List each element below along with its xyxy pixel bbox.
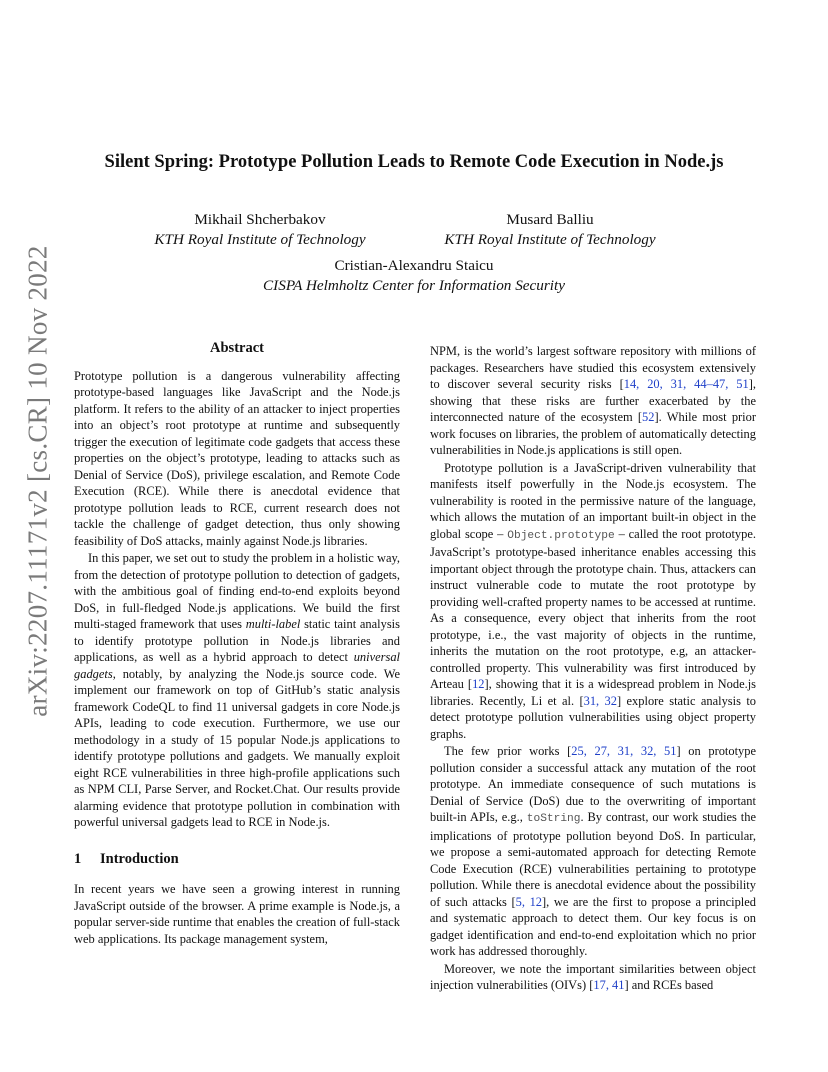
section-heading: 1 Introduction <box>74 850 179 867</box>
author-2 <box>430 210 670 250</box>
author-affiliation: KTH Royal Institute of Technology <box>444 231 656 248</box>
abstract-paragraph: In this paper, we set out to study the problem in a holistic way, from the detection of prototype pollution to detection of gadgets, with the ambitious goal of finding end-to-end exploits beyond DoS, in full-fledged Node.js applications. We build the first multi-staged framework that uses multi-label static taint analysis to identify prototype pollution in Node.js libraries and applications, as well as a hybrid approach to detect universal gadgets, notably, by analyzing the Node.js source code. We implement our framework on top of GitHub’s static analysis framework CodeQL to find 11 universal gadgets in core Node.js APIs, leading to code execution. Furthermore, we use our methodology in a study of 15 popular Node.js applications to identify prototype pollutions and gadgets. We manually exploit eight RCE vulnerabilities in three high-profile applications such as NPM CLI, Parse Server, and Rocket.Chat. Our results provide alarming evidence that prototype pollution in combination with powerful universal gadgets lead to RCE in Node.js. <box>74 551 400 829</box>
arxiv-stamp-text: arXiv:2207.11171v2 [cs.CR] 10 Nov 2022 <box>22 245 53 717</box>
author-1 <box>150 210 370 250</box>
citation-link[interactable]: 52 <box>642 410 655 424</box>
inline-code: toString <box>526 813 581 825</box>
abstract-heading: Abstract <box>210 340 264 356</box>
author-name: Musard Balliu <box>506 211 594 228</box>
citation-link[interactable]: 12 <box>472 677 485 691</box>
citation-link[interactable]: 31, 32 <box>583 693 617 708</box>
arxiv-stamp <box>20 245 56 717</box>
author-3 <box>214 256 614 296</box>
abstract-paragraph: Prototype pollution is a dangerous vulnerability affecting prototype-based languages like JavaScript and the Node.js platform. It refers to the ability of an attacker to inject properties into an object’s root prototype at runtime and subsequently trigger the execution of legitimate code gadgets that access these properties on the object’s prototype, leading to attacks such as Denial of Service (DoS), privilege escalation, and Remote Code Execution (RCE). While there is anecdotal evidence that prototype pollution leads to RCE, current research does not tackle the challenge of gadget detection, thus only showing feasibility of DoS attacks, mainly against Node.js libraries. <box>74 368 400 548</box>
author-name: Cristian-Alexandru Staicu <box>334 257 494 274</box>
citation-link[interactable]: 25, 27, 31, 32, 51 <box>571 744 677 758</box>
paper-title: Silent Spring: Prototype Pollution Leads to Remote Code Execution in Node.js <box>104 152 724 172</box>
inline-code: Object.prototype <box>507 529 615 542</box>
citation-link[interactable]: 14, 20, 31, 44–47, 51 <box>623 377 749 391</box>
body-paragraph: NPM, is the world’s largest software repository with millions of packages. Researchers have studied this ecosystem extensively to discover several security risks [14, 20, 31, 44–47, 51], showing that these risks are further exacerbated by the interconnected nature of the ecosystem [52]. While most prior work focuses on libraries, the problem of automatically detecting vulnerabilities in Node.js applications is still open. <box>430 344 757 457</box>
body-paragraph: Moreover, we note the important similarities between object injection vulnerabilities (OIVs) [17, 41] and RCEs based <box>430 961 756 992</box>
author-affiliation: KTH Royal Institute of Technology <box>154 231 366 248</box>
citation-link[interactable]: 5, 12 <box>515 894 543 909</box>
citation-link[interactable]: 17, 41 <box>593 978 625 992</box>
left-column <box>74 340 400 947</box>
intro-paragraph: In recent years we have seen a growing interest in running JavaScript outside of the browser. A prime example is Node.js, a popular server-side runtime that enables the creation of full-stack web applications. Its package management system, <box>74 882 400 946</box>
body-paragraph: Prototype pollution is a JavaScript-driven vulnerability that manifests itself powerfully in the Node.js ecosystem. The vulnerability is rooted in the permissive nature of the language, which allows the mutation of an important built-in object in the global scope – Object.prototype – called the root prototype. JavaScript’s prototype-based inheritance enables accessing this important object through the prototype chain. Thus, attackers can instruct vulnerable code to mutate the root prototype by providing well-crafted property names to be accessed at runtime. As a consequence, every object that inherits from the root prototype, i.e., the vast majority of objects in the runtime, inherits the mutation on the root prototype, e.g, an attacker-controlled property. This vulnerability was first introduced by Arteau [12], showing that it is a widespread problem in Node.js libraries. Recently, Li et al. [31, 32] explore static analysis to detect prototype pollution vulnerabilities using object property graphs. <box>430 460 757 741</box>
author-name: Mikhail Shcherbakov <box>194 211 326 228</box>
body-paragraph: The few prior works [25, 27, 31, 32, 51] on prototype pollution consider a successful attack any mutation of the root prototype. An immediate consequence of such mutations is Denial of Service (DoS) due to the overwriting of important built-in APIs, e.g., toString. By contrast, our work studies the implications of prototype pollution beyond DoS. In particular, we propose a semi-automated approach for detecting Remote Code Execution (RCE) vulnerabilities pertaining to prototype pollution. While there is anecdotal evidence about the possibility of such attacks [5, 12], we are the first to propose a principled and systematic approach to detect them. Our key focus is on gadget identification and end-to-end exploitation which no prior work has addressed thoroughly. <box>430 744 757 958</box>
author-affiliation: CISPA Helmholtz Center for Information Security <box>263 277 565 294</box>
right-column <box>430 343 756 994</box>
